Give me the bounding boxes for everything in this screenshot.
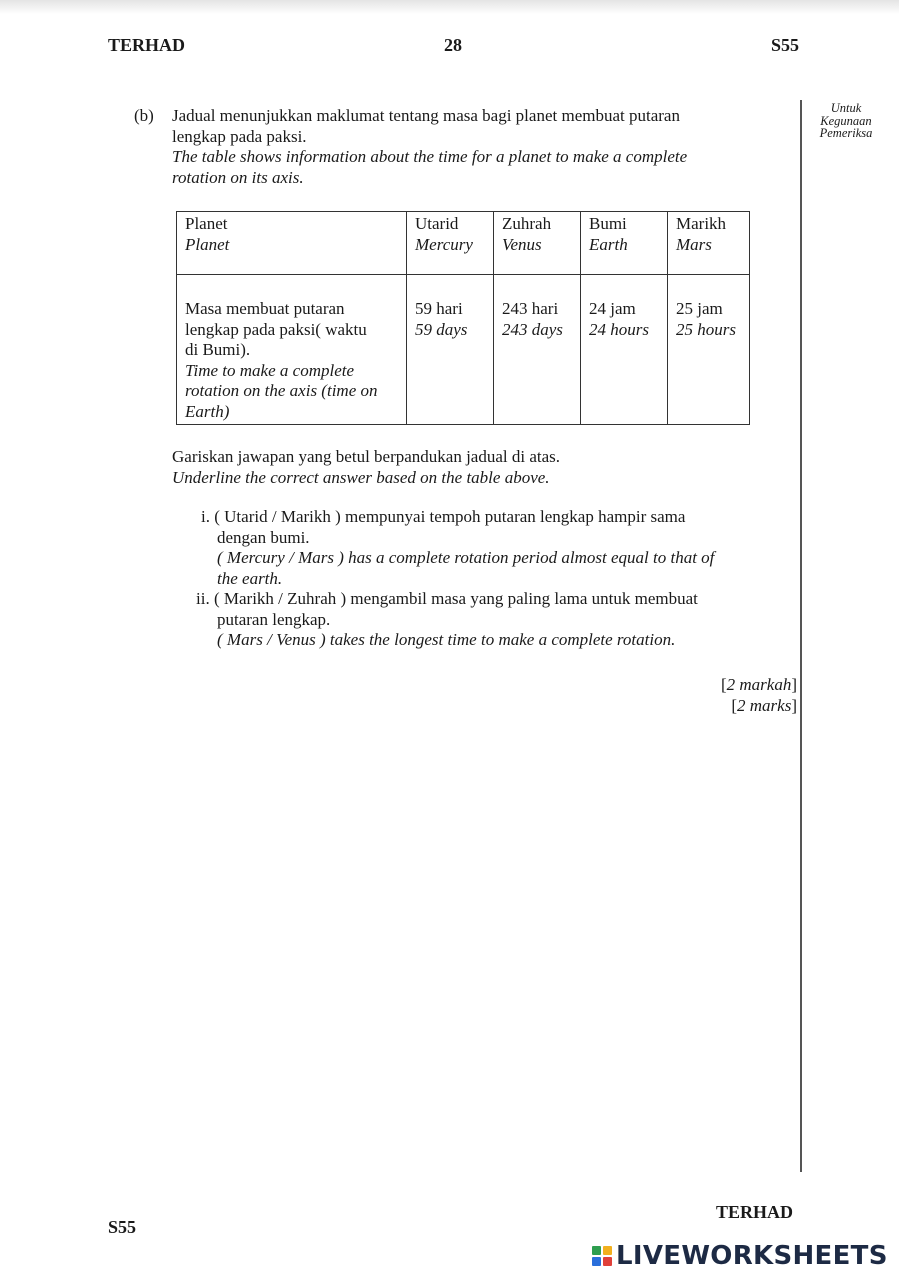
item-number: i. bbox=[201, 507, 210, 526]
rotation-table bbox=[176, 211, 750, 425]
answer-option-zuhrah[interactable]: Zuhrah bbox=[287, 589, 337, 608]
cell-malay: Masa membuat putaran bbox=[185, 299, 345, 318]
table-header-cell bbox=[494, 212, 581, 275]
cell-malay: 25 jam bbox=[676, 299, 723, 318]
value-cell bbox=[581, 275, 668, 425]
cell-english: Time to make a complete bbox=[185, 360, 355, 380]
cell-malay: 243 hari bbox=[502, 299, 559, 318]
examiner-note-line: Pemeriksa bbox=[819, 126, 873, 140]
marks-malay-text: 2 markah bbox=[726, 675, 792, 694]
question-english-line: rotation on its axis. bbox=[172, 167, 304, 187]
footer-right: TERHAD bbox=[716, 1202, 794, 1222]
value-cell bbox=[407, 275, 494, 425]
cell-english: 24 hours bbox=[589, 319, 649, 339]
cell-english: 25 hours bbox=[676, 319, 736, 339]
footer-left: S55 bbox=[108, 1217, 137, 1237]
item-text: dengan bumi. bbox=[217, 527, 310, 547]
examiner-note-line: Untuk bbox=[830, 101, 862, 115]
item-text: takes the longest time to make a complete rotation. bbox=[329, 630, 676, 649]
table-header-cell bbox=[177, 212, 407, 275]
cell-malay: Bumi bbox=[589, 214, 627, 233]
question-english-line: The table shows information about the time for a planet to make a complete bbox=[172, 147, 688, 166]
question-text bbox=[172, 106, 792, 188]
item-number: ii. bbox=[196, 589, 210, 608]
answer-option-mars[interactable]: Mars bbox=[226, 630, 263, 649]
instruction-malay: Gariskan jawapan yang betul berpandukan jadual di atas. bbox=[172, 447, 561, 466]
cell-malay: Planet bbox=[185, 214, 228, 233]
row-label-cell bbox=[177, 275, 407, 425]
cell-english: Venus bbox=[502, 234, 542, 254]
table-row bbox=[177, 275, 750, 425]
value-cell bbox=[668, 275, 750, 425]
item-text: the earth. bbox=[217, 568, 283, 588]
table-header-cell bbox=[581, 212, 668, 275]
cell-english: Earth bbox=[589, 234, 628, 254]
instruction-english: Underline the correct answer based on the table above. bbox=[172, 467, 550, 487]
cell-malay: Marikh bbox=[676, 214, 727, 233]
question-malay-line: Jadual menunjukkan maklumat tentang masa bagi planet membuat putaran bbox=[172, 106, 680, 125]
answer-option-marikh[interactable]: Marikh bbox=[280, 507, 331, 526]
answer-option-mercury[interactable]: Mercury bbox=[226, 548, 285, 567]
question-item-i bbox=[201, 507, 796, 589]
item-malay-line: ii. ( Marikh / Zuhrah ) mengambil masa yang paling lama untuk membuat bbox=[196, 589, 698, 608]
table-header-cell bbox=[407, 212, 494, 275]
cell-english: rotation on the axis (time on bbox=[185, 381, 378, 400]
cell-malay: lengkap pada paksi( waktu bbox=[185, 319, 367, 339]
cell-english: Earth) bbox=[185, 401, 230, 421]
header-left: TERHAD bbox=[108, 35, 186, 55]
cell-malay: 24 jam bbox=[589, 299, 636, 318]
instruction bbox=[172, 447, 560, 488]
item-text: mengambil masa yang paling lama untuk membuat bbox=[350, 589, 698, 608]
cell-english: Planet bbox=[185, 234, 230, 254]
cell-malay: Zuhrah bbox=[502, 214, 552, 233]
answer-option-marikh[interactable]: Marikh bbox=[223, 589, 274, 608]
marks-english: [2 marks] bbox=[731, 695, 797, 715]
cell-malay: Utarid bbox=[415, 214, 459, 233]
cell-english: Mars bbox=[676, 234, 712, 254]
marks-malay: [2 markah] bbox=[720, 675, 797, 694]
logo-square-icon bbox=[603, 1257, 612, 1266]
header-right: S55 bbox=[771, 35, 800, 55]
table-header-row bbox=[177, 212, 750, 275]
question-malay-line: lengkap pada paksi. bbox=[172, 126, 307, 146]
question-item-ii bbox=[196, 589, 796, 651]
marks-english-text: 2 marks bbox=[737, 695, 792, 715]
marks bbox=[600, 675, 797, 716]
cell-english: 59 days bbox=[415, 319, 468, 339]
cell-english: 243 days bbox=[502, 319, 563, 339]
table-header-cell bbox=[668, 212, 750, 275]
cell-malay: 59 hari bbox=[415, 299, 463, 318]
item-english-line: ( Mercury / Mars ) has a complete rotation period almost equal to that of bbox=[217, 548, 715, 567]
cell-malay: di Bumi). bbox=[185, 340, 251, 359]
cell-english: Mercury bbox=[415, 234, 473, 254]
examiner-margin-line bbox=[800, 100, 802, 1172]
item-text: has a complete rotation period almost equal to that of bbox=[348, 548, 715, 567]
page-top-shadow bbox=[0, 0, 899, 14]
liveworksheets-mark-icon bbox=[592, 1246, 612, 1266]
item-english-line: ( Mars / Venus ) takes the longest time to make a complete rotation. bbox=[217, 630, 676, 649]
brand-name: LIVEWORKSHEETS bbox=[616, 1241, 888, 1271]
answer-option-mars[interactable]: Mars bbox=[298, 548, 334, 567]
value-cell bbox=[494, 275, 581, 425]
examiner-note-line: Kegunaan bbox=[820, 113, 872, 128]
answer-option-utarid[interactable]: Utarid bbox=[224, 507, 268, 526]
item-text: putaran lengkap. bbox=[217, 609, 331, 629]
page-number: 28 bbox=[444, 35, 462, 55]
item-text: mempunyai tempoh putaran lengkap hampir sama bbox=[345, 507, 686, 526]
logo-square-icon bbox=[592, 1257, 601, 1266]
logo-square-icon bbox=[603, 1246, 612, 1255]
item-malay-line: i. ( Utarid / Marikh ) mempunyai tempoh putaran lengkap hampir sama bbox=[201, 507, 686, 526]
question-label: (b) bbox=[134, 106, 154, 125]
logo-square-icon bbox=[592, 1246, 601, 1255]
liveworksheets-logo bbox=[592, 1240, 888, 1272]
examiner-note bbox=[808, 102, 884, 140]
answer-option-venus[interactable]: Venus bbox=[276, 630, 316, 649]
